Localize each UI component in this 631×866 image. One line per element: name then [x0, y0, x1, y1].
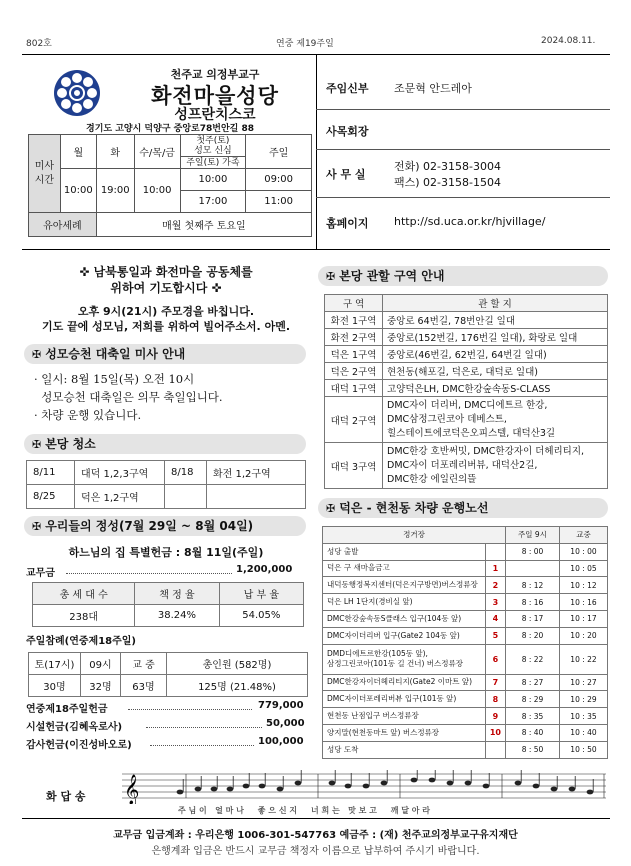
cleaning-date: 8/25	[27, 485, 75, 509]
account-notice: 은행계좌 입금은 반드시 교무금 책정자 이름으로 납부하여 주시기 바랍니다.	[151, 846, 480, 857]
route-time-9am: 8 : 27	[506, 674, 560, 691]
assumption-item: 성모승천 대축일은 의무 축일입니다.	[34, 390, 223, 404]
fund-amount: 50,000	[266, 718, 305, 729]
route-row	[323, 741, 608, 758]
office-phone: 전화) 02-3158-3004	[394, 160, 501, 173]
cleaning-zone: 화전 1,2구역	[207, 461, 306, 485]
special-offering: 하느님의 집 특별헌금 : 8월 11일(주일)	[68, 546, 264, 559]
note-head	[227, 787, 234, 792]
cross-icon: ✠	[32, 438, 42, 451]
assumption-heading: ✠ 성모승천 대축일 미사 안내	[24, 344, 306, 364]
route-stop-number: 4	[485, 610, 505, 627]
note-head	[177, 790, 184, 795]
pastor-label: 주임신부	[326, 82, 369, 95]
stat-value: 238대	[33, 605, 135, 627]
tithe-label: 교무금	[26, 568, 55, 579]
zone-header: 구 역	[325, 295, 383, 312]
zone-area: 고양덕은LH, DMC한강숲속동S-CLASS	[383, 380, 608, 397]
prayer-line2: 위하여 기도합시다 ✜	[110, 281, 222, 295]
attend-value: 32명	[81, 675, 121, 697]
parish-address: 경기도 고양시 덕양구 중앙로78번안길 88	[86, 124, 254, 134]
zone-area: DMC자이 더리버, DMC디에트르 한강, DMC삼정그린코아 데베스트, 힐스테이트에코덕은오피스텔, 대덕산3길	[383, 397, 608, 443]
prayer-line1: ✜ 남북통일과 화전마을 공동체를	[79, 265, 253, 279]
route-time-9am: 8 : 20	[506, 627, 560, 644]
office-fax: 팩스) 02-3158-1504	[394, 176, 501, 189]
route-stop: 덕은 LH 1단지(경비실 앞)	[323, 594, 486, 611]
mass-label: 미사 시간	[29, 135, 61, 213]
table-row	[27, 461, 306, 485]
route-stop-number: 3	[485, 594, 505, 611]
route-row	[323, 577, 608, 594]
table-row	[325, 363, 608, 380]
route-time-main: 10 : 12	[560, 577, 608, 594]
office-row	[316, 150, 610, 198]
cleaning-heading: ✠ 본당 청소	[24, 434, 306, 454]
route-row	[323, 691, 608, 708]
route-stop-number	[485, 741, 505, 758]
zones-heading: ✠ 본당 관할 구역 안내	[318, 266, 608, 286]
note-head	[345, 784, 352, 789]
homepage-link[interactable]: http://sd.uca.or.kr/hjvillage/	[394, 215, 546, 228]
route-time-9am	[506, 560, 560, 577]
zone-name: 대덕 2구역	[325, 397, 383, 443]
route-time-9am: 8 : 40	[506, 724, 560, 741]
cleaning-table	[26, 460, 306, 509]
route-time-9am: 8 : 16	[506, 594, 560, 611]
liturgical-week: 연중 제19주일	[276, 39, 334, 49]
zone-name: 대덕 1구역	[325, 380, 383, 397]
mass-schedule-table	[28, 134, 312, 237]
table-row	[325, 443, 608, 489]
prayer-body	[26, 304, 306, 334]
parish-name: 화전마을성당	[151, 84, 279, 108]
mass-day-tue: 화	[96, 135, 134, 169]
zone-name: 화전 1구역	[325, 312, 383, 329]
stat-value: 54.05%	[219, 605, 303, 627]
note-head	[551, 787, 558, 792]
route-row	[323, 594, 608, 611]
route-row	[323, 644, 608, 674]
mass-day-mon: 월	[60, 135, 96, 169]
homepage-row	[316, 198, 610, 250]
note-head	[277, 787, 284, 792]
route-time-main: 10 : 35	[560, 708, 608, 725]
table-row	[325, 346, 608, 363]
fund-amount: 779,000	[258, 700, 304, 711]
mass-time-wed-fri: 10:00	[134, 169, 180, 213]
route-time-main: 10 : 00	[560, 543, 608, 560]
note-head	[329, 781, 336, 786]
route-stop-number: 7	[485, 674, 505, 691]
attend-header: 총인원 (582명)	[167, 653, 308, 675]
zone-area: 현천동(해포길, 덕은로, 대덕로 일대)	[383, 363, 608, 380]
route-time-main: 10 : 50	[560, 741, 608, 758]
stat-header: 총 세 대 수	[33, 583, 135, 605]
pastor-name: 조문혁 안드레아	[394, 82, 472, 95]
table-row	[325, 312, 608, 329]
mass-day-sun: 주일	[246, 135, 312, 169]
cleaning-date	[165, 485, 207, 509]
route-row	[323, 627, 608, 644]
prayer-heading	[26, 264, 306, 296]
zones-table	[324, 294, 608, 489]
attendance-title: 주일참례(연중제18주일)	[26, 636, 136, 647]
note-head	[411, 778, 418, 783]
route-row	[323, 543, 608, 560]
route-stop-number: 9	[485, 708, 505, 725]
route-header: 정거장	[323, 527, 506, 544]
note-head	[465, 781, 472, 786]
route-stop: 현천동 난점입구 버스정류장	[323, 708, 486, 725]
route-stop-number: 10	[485, 724, 505, 741]
note-head	[429, 778, 436, 783]
mass-time-tue: 19:00	[96, 169, 134, 213]
route-stop-number: 1	[485, 560, 505, 577]
route-stop: 양지말(현천동마트 앞) 버스정류장	[323, 724, 486, 741]
note-head	[447, 781, 454, 786]
cleaning-zone: 덕은 1,2구역	[75, 485, 165, 509]
office-label: 사 무 실	[326, 168, 366, 181]
infant-baptism-value: 매월 첫째주 토요일	[96, 213, 311, 237]
stat-value: 38.24%	[135, 605, 219, 627]
note-head	[211, 787, 218, 792]
prayer-line4: 기도 끝에 성모님, 저희를 위하여 빌어주소서. 아멘.	[41, 320, 291, 333]
route-header: 주일 9시	[506, 527, 560, 544]
zone-area: 중앙로(46번길, 62번길, 64번길 일대)	[383, 346, 608, 363]
zone-name: 대덕 3구역	[325, 443, 383, 489]
route-stop: 성당 출발	[323, 543, 486, 560]
zone-header: 관 할 지	[383, 295, 608, 312]
route-time-9am: 8 : 00	[506, 543, 560, 560]
cleaning-date: 8/18	[165, 461, 207, 485]
zone-name: 화전 2구역	[325, 329, 383, 346]
note-head	[587, 790, 594, 795]
route-time-9am: 8 : 17	[506, 610, 560, 627]
route-time-9am: 8 : 35	[506, 708, 560, 725]
music-staff-icon	[122, 770, 606, 804]
council-label: 사목회장	[326, 125, 369, 138]
route-time-main: 10 : 16	[560, 594, 608, 611]
issue-number: 802호	[26, 39, 52, 49]
route-stop: 내덕동행정복지센터(덕은지구방면)버스정류장	[323, 577, 486, 594]
tithe-stats-table	[32, 582, 304, 627]
route-heading: ✠ 덕은 - 현천동 차량 운행노선	[318, 498, 608, 518]
mass-time-sun2: 11:00	[246, 191, 312, 213]
mass-time-sat2: 17:00	[180, 191, 246, 213]
infant-baptism-label: 유아세례	[29, 213, 97, 237]
hymn-lyrics: 주 님 이 얼 마 나 좋 으 신 지 너 희 는 맛 보 고 깨 달 아 라	[178, 806, 431, 815]
patron-name: 성프란치스코	[174, 107, 256, 123]
assumption-details	[34, 370, 223, 424]
leader-dots	[66, 573, 232, 574]
cross-icon: ✠	[326, 502, 336, 515]
note-head	[483, 784, 490, 789]
attend-header: 토(17시)	[29, 653, 81, 675]
zone-area: DMC한강 호반써밋, DMC한강자이 더헤리티지, DMC자이 더포레리버뷰, 대덕산2길, DMC한강 에일린의뜰	[383, 443, 608, 489]
route-row	[323, 708, 608, 725]
fund-amount: 100,000	[258, 736, 304, 747]
mass-sat-sub: 주일(토) 가족	[180, 157, 246, 169]
attend-value: 125명 (21.48%)	[167, 675, 308, 697]
route-time-main: 10 : 40	[560, 724, 608, 741]
route-time-main: 10 : 05	[560, 560, 608, 577]
note-head	[515, 781, 522, 786]
route-stop: DMC자이더리버 입구(Gate2 104동 앞)	[323, 627, 486, 644]
fund-label: 시설헌금(김혜옥로사)	[26, 722, 123, 733]
mass-time-sun1: 09:00	[246, 169, 312, 191]
note-head	[569, 787, 576, 792]
pastor-row	[316, 54, 610, 110]
hymn-staff	[122, 770, 606, 804]
svg-text:𝄞: 𝄞	[124, 775, 140, 804]
cross-icon: ✠	[326, 270, 336, 283]
route-row	[323, 610, 608, 627]
route-time-9am: 8 : 29	[506, 691, 560, 708]
attend-value: 30명	[29, 675, 81, 697]
route-time-9am: 8 : 12	[506, 577, 560, 594]
diocese-name: 천주교 의정부교구	[170, 68, 260, 81]
route-stop-number: 2	[485, 577, 505, 594]
route-header: 교중	[560, 527, 608, 544]
zone-area: 중앙로(152번길, 176번길 일대), 화랑로 일대	[383, 329, 608, 346]
cleaning-zone: 대덕 1,2,3구역	[75, 461, 165, 485]
route-row	[323, 560, 608, 577]
council-row	[316, 110, 610, 150]
hymn-label: 화 답 송	[46, 790, 86, 803]
footer-rule	[22, 818, 610, 819]
attendance-table	[28, 652, 308, 697]
route-stop: 성당 도착	[323, 741, 486, 758]
fund-label: 감사헌금(이진성바오로)	[26, 740, 132, 751]
route-stop-number: 6	[485, 644, 505, 674]
route-stop: DMC한강숲속동S클래스 입구(104동 앞)	[323, 610, 486, 627]
route-stop: DMD디에트르한강(105동 앞), 삼정그린코아(101동 길 건너) 버스정류장	[323, 644, 486, 674]
route-stop: DMC자이더포레리버뷰 입구(101동 앞)	[323, 691, 486, 708]
stat-header: 책 정 율	[135, 583, 219, 605]
zone-name: 덕은 2구역	[325, 363, 383, 380]
parish-logo-icon	[54, 70, 100, 116]
route-time-9am: 8 : 22	[506, 644, 560, 674]
route-stop-number: 8	[485, 691, 505, 708]
cleaning-zone	[207, 485, 306, 509]
table-row	[325, 380, 608, 397]
note-head	[295, 781, 302, 786]
note-head	[381, 781, 388, 786]
mass-time-sat1: 10:00	[180, 169, 246, 191]
zone-name: 덕은 1구역	[325, 346, 383, 363]
stat-header: 납 부 율	[219, 583, 303, 605]
mass-day-wed-fri: 수/목/금	[134, 135, 180, 169]
issue-date: 2024.08.11.	[541, 36, 596, 46]
mass-day-sat: 첫주(토) 성모 신심	[180, 135, 246, 157]
cleaning-date: 8/11	[27, 461, 75, 485]
attend-header: 09시	[81, 653, 121, 675]
assumption-item: · 일시: 8월 15일(목) 오전 10시	[34, 372, 195, 386]
leader-dots	[150, 745, 254, 746]
tithe-amount: 1,200,000	[236, 564, 293, 575]
route-stop-number: 5	[485, 627, 505, 644]
note-head	[533, 784, 540, 789]
route-stop: 덕은 구 새마을금고	[323, 560, 486, 577]
note-head	[195, 787, 202, 792]
attend-value: 63명	[121, 675, 167, 697]
cross-icon: ✠	[32, 520, 42, 533]
account-info: 교무금 입금계좌 : 우리은행 1006-301-547763 예금주 : (재) 천주교의정부교구유지재단	[113, 830, 518, 841]
attend-header: 교 중	[121, 653, 167, 675]
table-row	[27, 485, 306, 509]
cross-icon: ✠	[32, 348, 42, 361]
fund-label: 연중제18주일헌금	[26, 704, 108, 715]
note-head	[243, 784, 250, 789]
route-time-main: 10 : 17	[560, 610, 608, 627]
route-row	[323, 674, 608, 691]
leader-dots	[128, 709, 252, 710]
route-row	[323, 724, 608, 741]
route-stop: DMC한강자이더헤리티지(Gate2 이마트 앞)	[323, 674, 486, 691]
route-time-main: 10 : 22	[560, 644, 608, 674]
note-head	[259, 784, 266, 789]
homepage-label: 홈페이지	[326, 217, 369, 230]
route-time-main: 10 : 29	[560, 691, 608, 708]
offering-heading: ✠ 우리들의 정성(7월 29일 ~ 8월 04일)	[24, 516, 306, 536]
route-time-9am: 8 : 50	[506, 741, 560, 758]
route-table	[322, 526, 608, 759]
zone-area: 중앙로 64번길, 78번안길 일대	[383, 312, 608, 329]
leader-dots	[146, 727, 262, 728]
prayer-line3: 오후 9시(21시) 주모경을 바칩니다.	[77, 305, 255, 318]
table-row	[325, 397, 608, 443]
table-row	[325, 329, 608, 346]
route-time-main: 10 : 27	[560, 674, 608, 691]
note-head	[363, 784, 370, 789]
assumption-item: · 차량 운행 있습니다.	[34, 408, 142, 422]
route-stop-number	[485, 543, 505, 560]
route-time-main: 10 : 20	[560, 627, 608, 644]
mass-time-mon: 10:00	[60, 169, 96, 213]
